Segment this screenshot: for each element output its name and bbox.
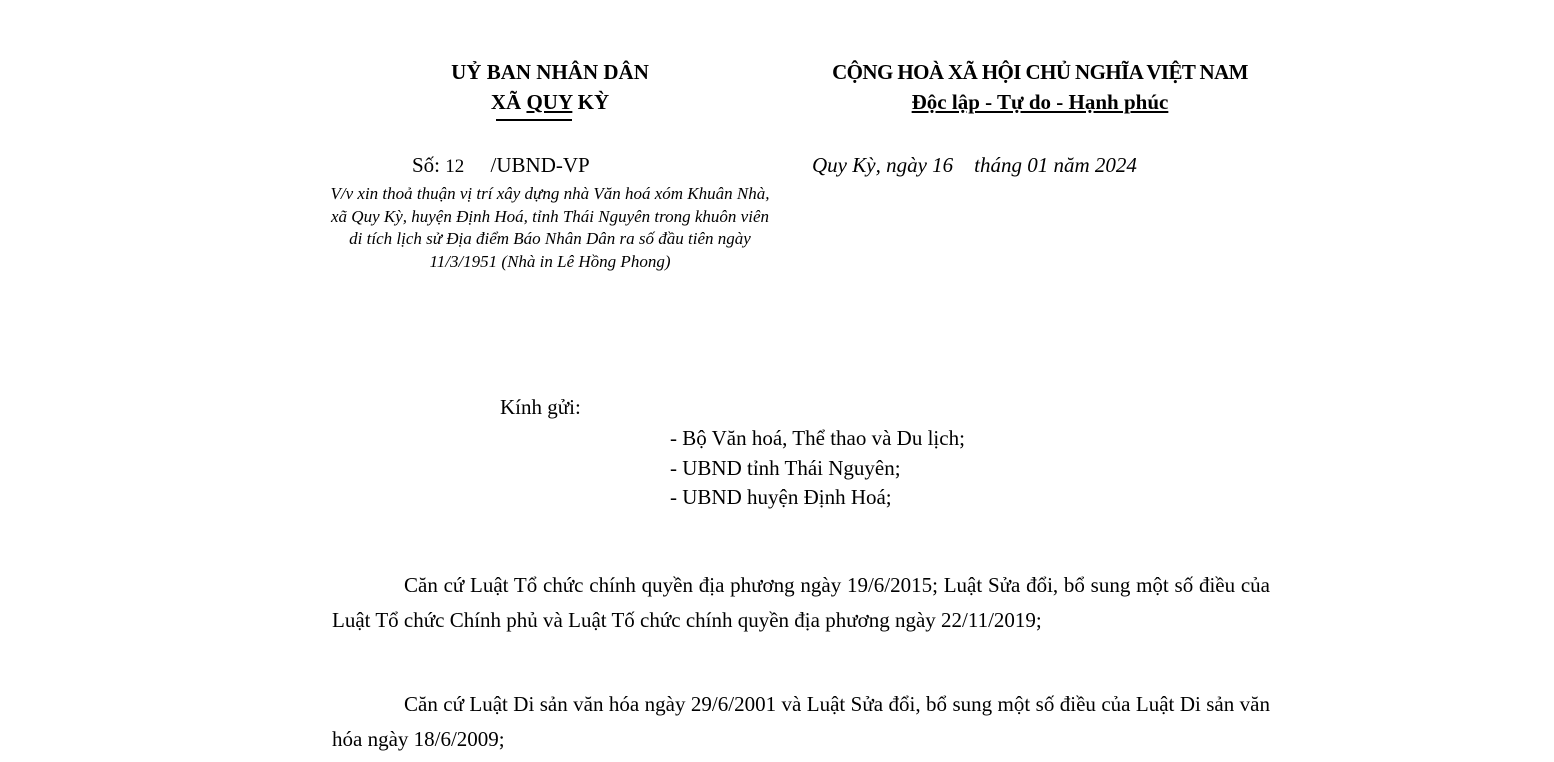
- commune-prefix: XÃ: [490, 90, 527, 114]
- header-divider-line: [496, 119, 572, 121]
- recipient-item: - UBND huyện Định Hoá;: [670, 485, 892, 509]
- body-paragraph: Căn cứ Luật Tổ chức chính quyền địa phương ngày 19/6/2015; Luật Sửa đổi, bổ sung một số điều của Luật Tổ chức Chính phủ và Luật Tố chức chính quyền địa phương ngày 22/11/2019;: [332, 573, 1270, 632]
- commune-suffix: KỲ: [572, 90, 610, 114]
- national-motto: Độc lập - Tự do - Hạnh phúc: [911, 90, 1169, 114]
- recipient-item: - UBND tỉnh Thái Nguyên;: [670, 455, 901, 480]
- issuing-commune: [400, 90, 700, 115]
- recipient-item: - Bộ Văn hoá, Thể thao và Du lịch;: [670, 426, 965, 450]
- recipients-list: [670, 424, 965, 513]
- document-number-value: 12: [445, 156, 465, 177]
- document-subject: V/v xin thoả thuận vị trí xây dựng nhà Văn hoá xóm Khuân Nhà, xã Quy Kỳ, huyện Định Hoá, tỉnh Thái Nguyên trong khuôn viên di tích lịch sử Địa điểm Báo Nhân Dân ra số đầu tiên ngày 11/3/1951 (Nhà in Lê Hồng Phong): [330, 184, 770, 272]
- document-number-label: Số:: [412, 153, 446, 177]
- body-paragraph: Căn cứ Luật Di sản văn hóa ngày 29/6/2001 và Luật Sửa đổi, bổ sung một số điều của Luật Di sản văn hóa ngày 18/6/2009;: [332, 692, 1270, 751]
- national-title: CỘNG HOÀ XÃ HỘI CHỦ NGHĨA VIỆT NAM: [832, 60, 1248, 84]
- document-date: Quy Kỳ, ngày 16 tháng 01 năm 2024: [812, 153, 1137, 177]
- commune-name-underlined: QUY: [526, 90, 573, 114]
- document-number-suffix: /UBND-VP: [464, 153, 590, 177]
- document-number: [412, 153, 590, 178]
- recipients-greeting: Kính gửi:: [500, 395, 581, 419]
- issuing-authority: UỶ BAN NHÂN DÂN: [451, 60, 649, 84]
